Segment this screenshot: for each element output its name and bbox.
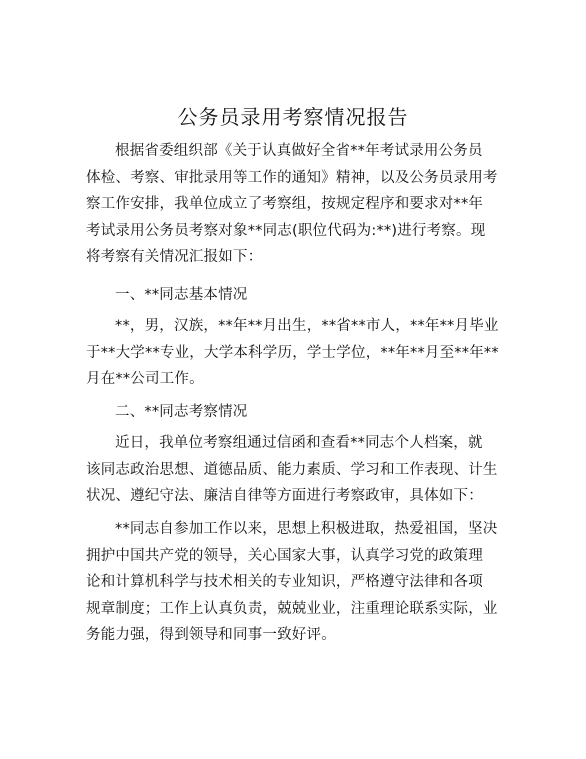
- intro-line-5: 将考察有关情况汇报如下：: [86, 249, 263, 265]
- section-2-paragraph-1: [86, 430, 506, 510]
- intro-paragraph: [86, 138, 506, 271]
- document-title: 公务员录用考察情况报告: [177, 105, 409, 129]
- s2p2-line-2: 拥护中国共产党的领导，关心国家大事，认真学习党的政策理: [86, 547, 483, 564]
- intro-line-2: 体检、考察、审批录用等工作的通知》精神，以及公务员录用考: [86, 169, 498, 186]
- s2p2-line-1: **同志自参加工作以来，思想上积极进取，热爱祖国，坚决: [115, 521, 498, 537]
- intro-line-1: 根据省委组织部《关于认真做好全省**年考试录用公务员: [115, 143, 483, 159]
- s1-line-3: 月在**公司工作。: [86, 371, 204, 387]
- s2p1-line-3: 状况、遵纪守法、廉洁自律等方面进行考察政审，具体如下：: [86, 488, 483, 504]
- section-2-heading: [86, 399, 506, 426]
- section-2-paragraph-2: [86, 516, 506, 649]
- s2p1-line-2: 该同志政治思想、道德品质、能力素质、学习和工作表现、计生: [86, 461, 498, 478]
- section-1-paragraph: [86, 313, 506, 393]
- section-1-heading: [86, 282, 506, 309]
- s2p2-line-4: 规章制度；工作上认真负责，兢兢业业，注重理论联系实际，业: [86, 600, 498, 617]
- section-2-heading-text: 二、**同志考察情况: [115, 404, 248, 420]
- s2p2-line-3: 论和计算机科学与技术相关的专业知识，严格遵守法律和各项: [86, 574, 483, 590]
- s1-line-2: 于**大学**专业，大学本科学历，学士学位，**年**月至**年**: [86, 344, 499, 361]
- s2p2-line-5: 务能力强，得到领导和同事一致好评。: [86, 627, 336, 643]
- section-1-heading-text: 一、**同志基本情况: [115, 287, 248, 303]
- intro-line-3: 察工作安排，我单位成立了考察组，按规定程序和要求对**年: [86, 196, 484, 212]
- intro-line-4: 考试录用公务员考察对象**同志(职位代码为:**)进行考察。现: [86, 222, 486, 239]
- s2p1-line-1: 近日，我单位考察组通过信函和查看**同志个人档案，就: [115, 435, 483, 451]
- s1-line-1: **，男，汉族，**年**月出生，**省**市人，**年**月毕业: [115, 318, 499, 334]
